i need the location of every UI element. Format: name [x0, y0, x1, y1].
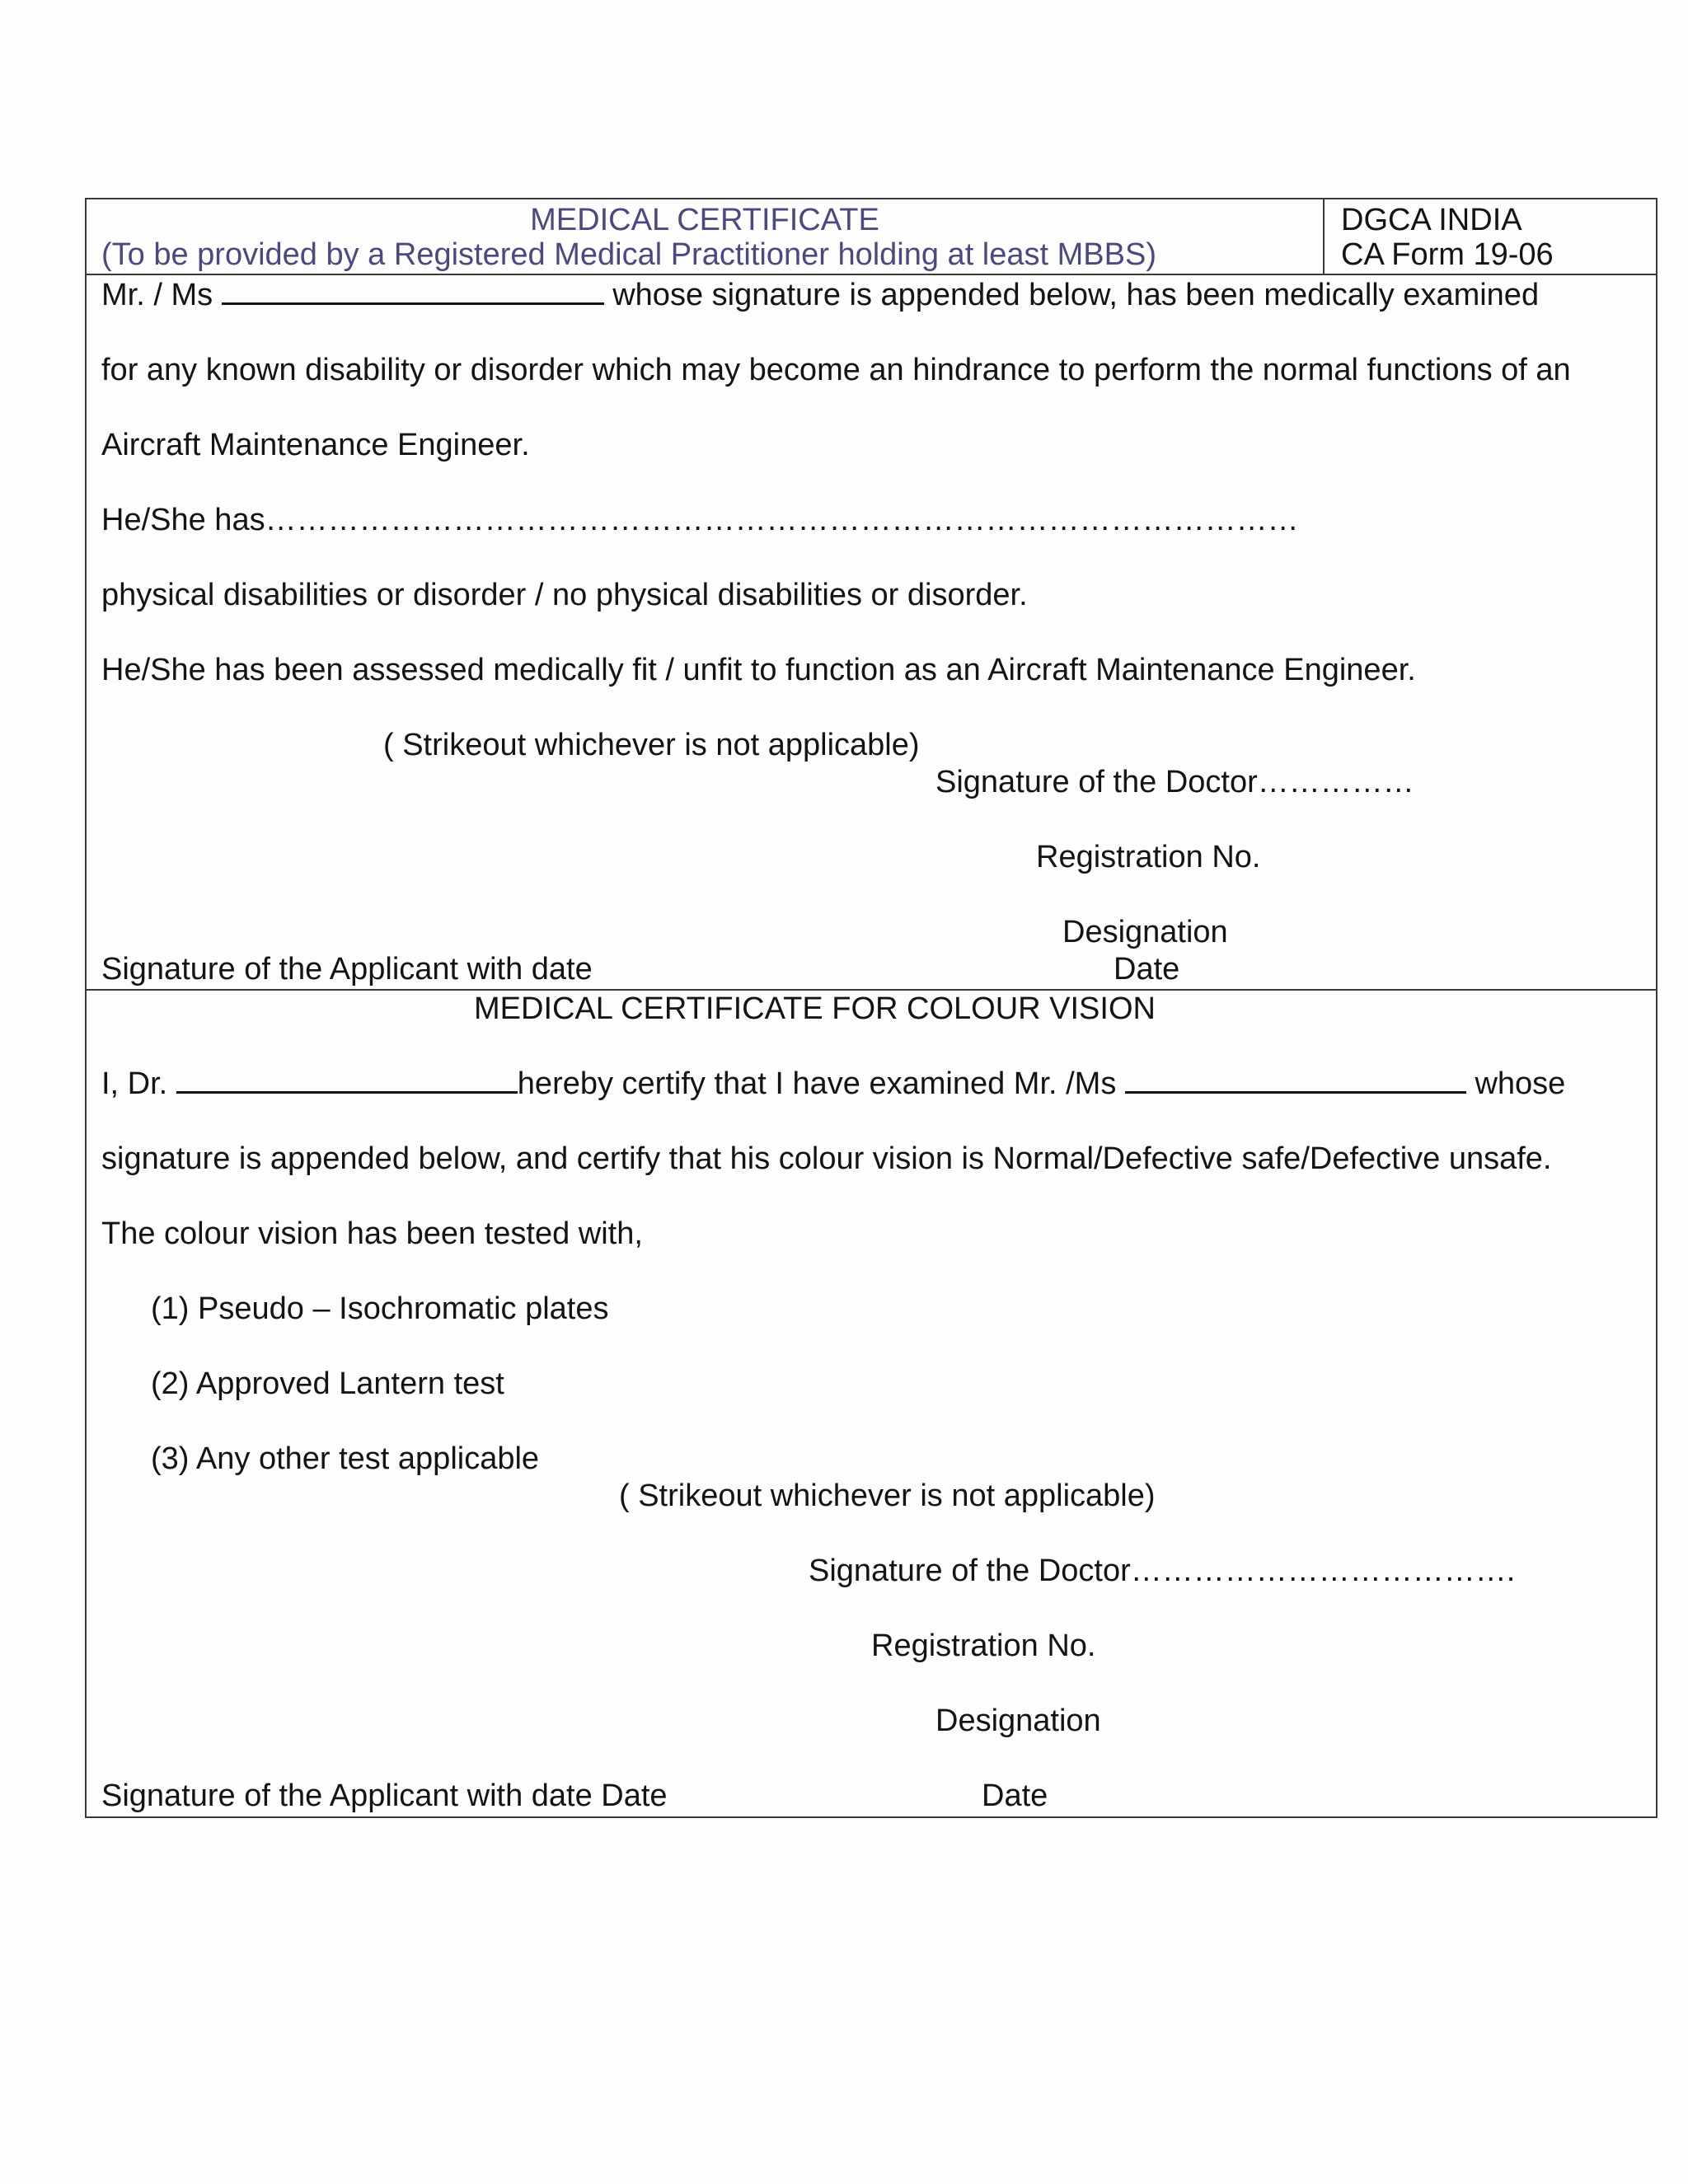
strikeout-note: ( Strikeout whichever is not applicable): [383, 728, 920, 762]
colour-vision-heading: MEDICAL CERTIFICATE FOR COLOUR VISION: [474, 991, 1156, 1026]
doctor-certify-line: [101, 1066, 1565, 1102]
test-item-1: (1) Pseudo – Isochromatic plates: [151, 1291, 609, 1326]
doctor-date-field-2[interactable]: Date: [982, 1779, 1048, 1813]
registration-number-field[interactable]: Registration No.: [1036, 840, 1261, 874]
fitness-assessment-text: He/She has been assessed medically fit / unfit to function as an Aircraft Maintenance Engineer.: [101, 653, 1416, 687]
ame-text: Aircraft Maintenance Engineer.: [101, 428, 530, 462]
doctor-signature-field[interactable]: Signature of the Doctor……………: [935, 765, 1414, 799]
doctor-name-blank[interactable]: [176, 1066, 518, 1094]
form-id-cell: [1324, 199, 1657, 274]
examinee-prefix: Mr. / Ms: [101, 278, 213, 312]
test-item-2: (2) Approved Lantern test: [151, 1366, 504, 1401]
tested-with-text: The colour vision has been tested with,: [101, 1216, 643, 1251]
form-header-row: [86, 199, 1657, 274]
applicant-signature-field-2[interactable]: Signature of the Applicant with date Date: [101, 1779, 668, 1813]
medical-examination-section: [86, 274, 1657, 990]
strikeout-note-2: ( Strikeout whichever is not applicable): [619, 1479, 1156, 1513]
doctor-prefix: I, Dr.: [101, 1066, 168, 1101]
certify-text: hereby certify that I have examined Mr. /Ms: [517, 1066, 1117, 1101]
examinee-name-blank[interactable]: [222, 278, 604, 305]
form-title: MEDICAL CERTIFICATE: [530, 203, 879, 237]
colour-vision-section: [86, 990, 1657, 1817]
form-number: CA Form 19-06: [1341, 237, 1554, 272]
examinee-line: [101, 277, 1539, 313]
test-item-3: (3) Any other test applicable: [151, 1441, 540, 1476]
disability-blank-line[interactable]: He/She has………………………………………………………………………………………: [101, 503, 1299, 537]
colour-vision-row: [86, 990, 1657, 1817]
form-subtitle: (To be provided by a Registered Medical Practitioner holding at least MBBS): [101, 237, 1156, 272]
registration-number-field-2[interactable]: Registration No.: [871, 1629, 1096, 1663]
examinee-suffix: whose signature is appended below, has been medically examined: [612, 278, 1540, 312]
whose-text: whose: [1475, 1066, 1566, 1101]
doctor-signature-field-2[interactable]: Signature of the Doctor……………………………….: [809, 1554, 1516, 1588]
medical-certificate-form: [85, 198, 1658, 1818]
examination-purpose-text: for any known disability or disorder which may become an hindrance to perform the normal functions of an: [101, 353, 1571, 387]
colour-vision-result-text: signature is appended below, and certify that his colour vision is Normal/Defective safe/Defective unsafe.: [101, 1141, 1552, 1176]
issuing-authority: DGCA INDIA: [1341, 203, 1522, 237]
doctor-date-field[interactable]: Date: [1114, 952, 1180, 987]
examinee-name-blank-2[interactable]: [1125, 1066, 1466, 1094]
disability-options-text: physical disabilities or disorder / no physical disabilities or disorder.: [101, 578, 1028, 612]
form-title-cell: [86, 199, 1324, 274]
designation-field-2[interactable]: Designation: [935, 1704, 1101, 1738]
medical-examination-row: [86, 274, 1657, 990]
designation-field[interactable]: Designation: [1062, 915, 1228, 949]
applicant-signature-field[interactable]: Signature of the Applicant with date: [101, 952, 593, 987]
